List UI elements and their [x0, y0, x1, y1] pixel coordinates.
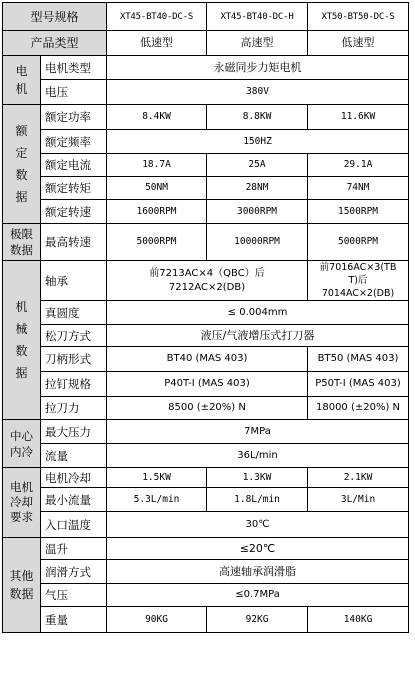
- temp-rise-value: ≤20℃: [107, 538, 409, 560]
- release-label: 松刀方式: [41, 325, 107, 347]
- weight-label: 重量: [41, 607, 107, 633]
- rated-torque-2: 28NM: [207, 177, 308, 200]
- row-temp-rise: [3, 538, 409, 560]
- max-speed-3: 5000RPM: [308, 224, 409, 261]
- rated-current-3: 29.1A: [308, 154, 409, 177]
- rated-power-3: 11.6KW: [308, 105, 409, 130]
- category-mech: 机械数据: [3, 261, 41, 420]
- rated-torque-3: 74NM: [308, 177, 409, 200]
- cooling-1: 1.5KW: [107, 468, 207, 488]
- min-flow-1: 5.3L/min: [107, 488, 207, 512]
- rated-current-1: 18.7A: [107, 154, 207, 177]
- rated-power-1: 8.4KW: [107, 105, 207, 130]
- min-flow-label: 最小流量: [41, 488, 107, 512]
- rated-speed-label: 额定转速: [41, 200, 107, 224]
- bearing-b-line2: T)后: [348, 275, 368, 286]
- spec-table: [2, 2, 409, 633]
- max-speed-label: 最高转速: [41, 224, 107, 261]
- row-pull-stud: [3, 372, 409, 397]
- row-rated-speed: [3, 200, 409, 224]
- rated-current-label: 额定电流: [41, 154, 107, 177]
- force-a: 8500 (±20%) N: [107, 397, 308, 420]
- model-1: XT45-BT40-DC-S: [107, 3, 207, 31]
- lube-value: 高速轴承润滑脂: [107, 560, 409, 584]
- rated-speed-2: 3000RPM: [207, 200, 308, 224]
- category-motor: 电机: [3, 56, 41, 105]
- cooling-label: 电机冷却: [41, 468, 107, 488]
- row-min-flow: [3, 488, 409, 512]
- spec-sheet: [2, 2, 408, 677]
- type-1: 低速型: [107, 31, 207, 56]
- force-b: 18000 (±20%) N: [308, 397, 409, 420]
- max-speed-1: 5000RPM: [107, 224, 207, 261]
- row-weight: [3, 607, 409, 633]
- type-2: 高速型: [207, 31, 308, 56]
- holder-a: BT40 (MAS 403): [107, 347, 308, 372]
- row-lube: [3, 560, 409, 584]
- row-air-pressure: [3, 584, 409, 607]
- flow-label: 流量: [41, 444, 107, 468]
- bearing-a-line2: 7212AC×2(DB): [168, 281, 246, 293]
- category-motor-cooling: 电机冷却要求: [3, 468, 41, 538]
- holder-label: 刀柄形式: [41, 347, 107, 372]
- rated-current-2: 25A: [207, 154, 308, 177]
- bearing-label: 轴承: [41, 261, 107, 301]
- rated-torque-label: 额定转矩: [41, 177, 107, 200]
- roundness-label: 真圆度: [41, 301, 107, 325]
- rated-freq-label: 额定频率: [41, 130, 107, 154]
- row-rated-current: [3, 154, 409, 177]
- max-pressure-label: 最大压力: [41, 420, 107, 444]
- max-pressure-value: 7MPa: [107, 420, 409, 444]
- model-2: XT45-BT40-DC-H: [207, 3, 308, 31]
- pull-stud-a: P40T-I (MAS 403): [107, 372, 308, 397]
- row-roundness: [3, 301, 409, 325]
- type-label: 产品类型: [3, 31, 107, 56]
- row-rated-power: [3, 105, 409, 130]
- row-max-pressure: [3, 420, 409, 444]
- row-rated-torque: [3, 177, 409, 200]
- cooling-2: 1.3KW: [207, 468, 308, 488]
- inlet-temp-label: 入口温度: [41, 512, 107, 538]
- model-label: 型号规格: [3, 3, 107, 31]
- row-holder: [3, 347, 409, 372]
- row-release: [3, 325, 409, 347]
- weight-2: 92KG: [207, 607, 308, 633]
- max-speed-2: 10000RPM: [207, 224, 308, 261]
- bearing-b: [308, 261, 409, 301]
- category-limit: 极限数据: [3, 224, 41, 261]
- roundness-value: ≤ 0.004mm: [107, 301, 409, 325]
- rated-power-2: 8.8KW: [207, 105, 308, 130]
- weight-1: 90KG: [107, 607, 207, 633]
- force-label: 拉刀力: [41, 397, 107, 420]
- row-rated-freq: [3, 130, 409, 154]
- row-voltage: [3, 80, 409, 105]
- pull-stud-b: P50T-I (MAS 403): [308, 372, 409, 397]
- rated-power-label: 额定功率: [41, 105, 107, 130]
- flow-value: 36L/min: [107, 444, 409, 468]
- row-flow: [3, 444, 409, 468]
- row-max-speed: [3, 224, 409, 261]
- row-bearing: [3, 261, 409, 301]
- holder-b: BT50 (MAS 403): [308, 347, 409, 372]
- category-other: 其他数据: [3, 538, 41, 633]
- bearing-a: [107, 261, 308, 301]
- motor-type-label: 电机类型: [41, 56, 107, 80]
- row-cooling: [3, 468, 409, 488]
- lube-label: 润滑方式: [41, 560, 107, 584]
- row-force: [3, 397, 409, 420]
- cooling-3: 2.1KW: [308, 468, 409, 488]
- model-3: XT50-BT50-DC-S: [308, 3, 409, 31]
- inlet-temp-value: 30℃: [107, 512, 409, 538]
- bearing-a-line1: 前7213AC×4（QBC）后: [149, 267, 265, 279]
- row-motor-type: [3, 56, 409, 80]
- category-rated: 额定数据: [3, 105, 41, 224]
- row-type: [3, 31, 409, 56]
- category-center-coolant: 中心内冷: [3, 420, 41, 468]
- air-pressure-label: 气压: [41, 584, 107, 607]
- bearing-b-line1: 前7016AC×3(TB: [319, 262, 397, 273]
- weight-3: 140KG: [308, 607, 409, 633]
- air-pressure-value: ≤0.7MPa: [107, 584, 409, 607]
- temp-rise-label: 温升: [41, 538, 107, 560]
- release-value: 液压/气液增压式打刀器: [107, 325, 409, 347]
- row-model: [3, 3, 409, 31]
- pull-stud-label: 拉钉规格: [41, 372, 107, 397]
- rated-speed-3: 1500RPM: [308, 200, 409, 224]
- rated-torque-1: 50NM: [107, 177, 207, 200]
- motor-type-value: 永磁同步力矩电机: [107, 56, 409, 80]
- type-3: 低速型: [308, 31, 409, 56]
- voltage-value: 380V: [107, 80, 409, 105]
- bearing-b-line3: 7014AC×2(DB): [321, 288, 395, 299]
- min-flow-3: 3L/Min: [308, 488, 409, 512]
- rated-freq-value: 150HZ: [107, 130, 409, 154]
- min-flow-2: 1.8L/min: [207, 488, 308, 512]
- rated-speed-1: 1600RPM: [107, 200, 207, 224]
- row-inlet-temp: [3, 512, 409, 538]
- voltage-label: 电压: [41, 80, 107, 105]
